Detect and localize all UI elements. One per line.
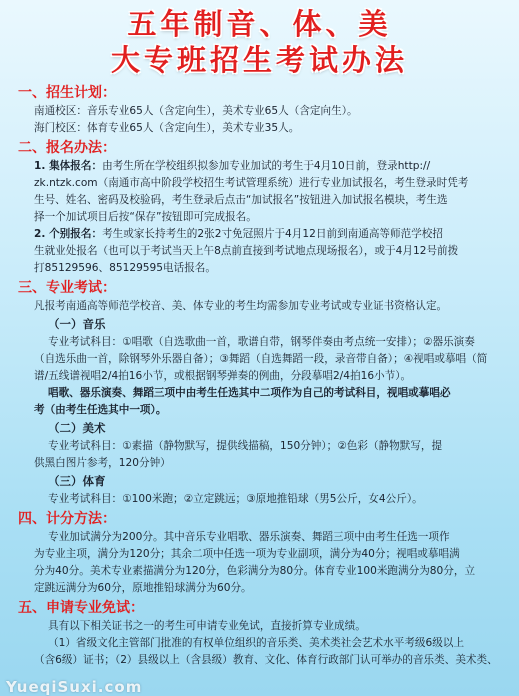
section-2-title: 二、报名办法： (18, 140, 116, 156)
music-line: 谱/五线谱视唱2/4拍16小节，或根据钢琴弹奏的例曲，分段摹唱2/4拍16小节）。 (34, 370, 412, 382)
s4-line: 专业加试满分为200分。其中音乐专业唱歌、器乐演奏、舞蹈三项中由考生任选一项作 (48, 531, 450, 543)
section-5-title: 五、申请专业免试： (18, 600, 144, 616)
s4-line: 为专业主项，满分为120分；其余二项中任选一项为专业副项，满分为40分；视唱或摹唱满 (34, 548, 460, 560)
section-3-title: 三、专业考试： (18, 280, 116, 296)
section-4-title: 四、计分方法： (18, 511, 116, 527)
s2-line: 生号、姓名、密码及校验码，考生登录后点击“加试报名”按钮进入加试报名模块，考生选 (34, 194, 448, 206)
s5-line: （含6级）证书；（2）县级以上（含县级）教育、文化、体育行政部门认可举办的音乐类、美术类、 (34, 654, 498, 666)
pe-line: 专业考试科目：①100米跑；②立定跳远；③原地推铅球（男5公斤，女4公斤）。 (48, 493, 423, 505)
music-line: （自选乐曲一首，除钢琴外乐器自备）；③舞蹈（自选舞蹈一段，录音带自备）；④视唱或摹唱（简 (34, 353, 488, 365)
section-1-title: 一、招生计划： (18, 85, 116, 101)
collective-signup-label: 1. 集体报名： (34, 160, 103, 172)
title-line-2: 大专班招生考试办法 (110, 43, 408, 77)
art-line: 供黑白图片参考，120分钟） (34, 457, 171, 469)
s1-line: 南通校区：音乐专业65人（含定向生），美术专业65人（含定向生）。 (34, 105, 358, 117)
music-line: 考（由考生任选其中一项）。 (34, 404, 167, 416)
s2-line: 生就业处报名（也可以于考试当天上午8点前直接到考试地点现场报名），或于4月12号前拨 (34, 245, 459, 257)
individual-signup-label: 2. 个别报名： (34, 228, 103, 240)
art-line: 专业考试科目：①素描（静物默写，提供线描稿，150分钟）；②色彩（静物默写，提 (48, 440, 443, 452)
s2-line: zk.ntzk.com（南通市高中阶段学校招生考试管理系统）进行专业加试报名，考生登录时凭考 (34, 177, 469, 189)
s5-line: （1）省级文化主管部门批准的有权单位组织的音乐类、美术类社会艺术水平考级6级以上 (48, 637, 465, 649)
s2-text: 考生或家长持考生的2张2寸免冠照片于4月12日前到南通高等师范学校招 (102, 228, 443, 240)
s2-line: 择一个加试项目后按“保存”按钮即可完成报名。 (34, 211, 257, 223)
music-subtitle: （一）音乐 (48, 317, 106, 331)
content (18, 82, 505, 669)
s2-line: 打85129596、85129595电话报名。 (34, 262, 216, 274)
s5-line: 具有以下相关证书之一的考生可申请专业免试，直接折算专业成绩。 (48, 620, 366, 632)
title-block (0, 0, 519, 78)
title-line-1: 五年制音、体、美 (127, 7, 392, 41)
s1-line: 海门校区：体育专业65人（含定向生），美术专业35人。 (34, 122, 300, 134)
s4-line: 定跳远满分为60分，原地推铅球满分为60分。 (34, 582, 252, 594)
s2-text: 由考生所在学校组织拟参加专业加试的考生于4月10日前，登录http:// (102, 160, 431, 172)
music-line: 专业考试科目：①唱歌（自选歌曲一首，歌谱自带，钢琴伴奏由考点统一安排）；②器乐演奏 (48, 336, 475, 348)
music-line: 唱歌、器乐演奏、舞蹈三项中由考生任选其中二项作为自己的考试科目，视唱或摹唱必 (48, 387, 451, 399)
s2-line (18, 158, 505, 175)
s2-line (18, 226, 505, 243)
s3-line: 凡报考南通高等师范学校音、美、体专业的考生均需参加专业考试或专业证书资格认定。 (34, 300, 448, 312)
pe-subtitle: （三）体育 (48, 474, 106, 488)
art-subtitle: （二）美术 (48, 421, 106, 435)
site-watermark: YueqiSuxi.com (6, 678, 143, 696)
s4-line: 分为40分。美术专业素描满分为120分，色彩满分为80分。体育专业100米跑满分为80分，立 (34, 565, 476, 577)
